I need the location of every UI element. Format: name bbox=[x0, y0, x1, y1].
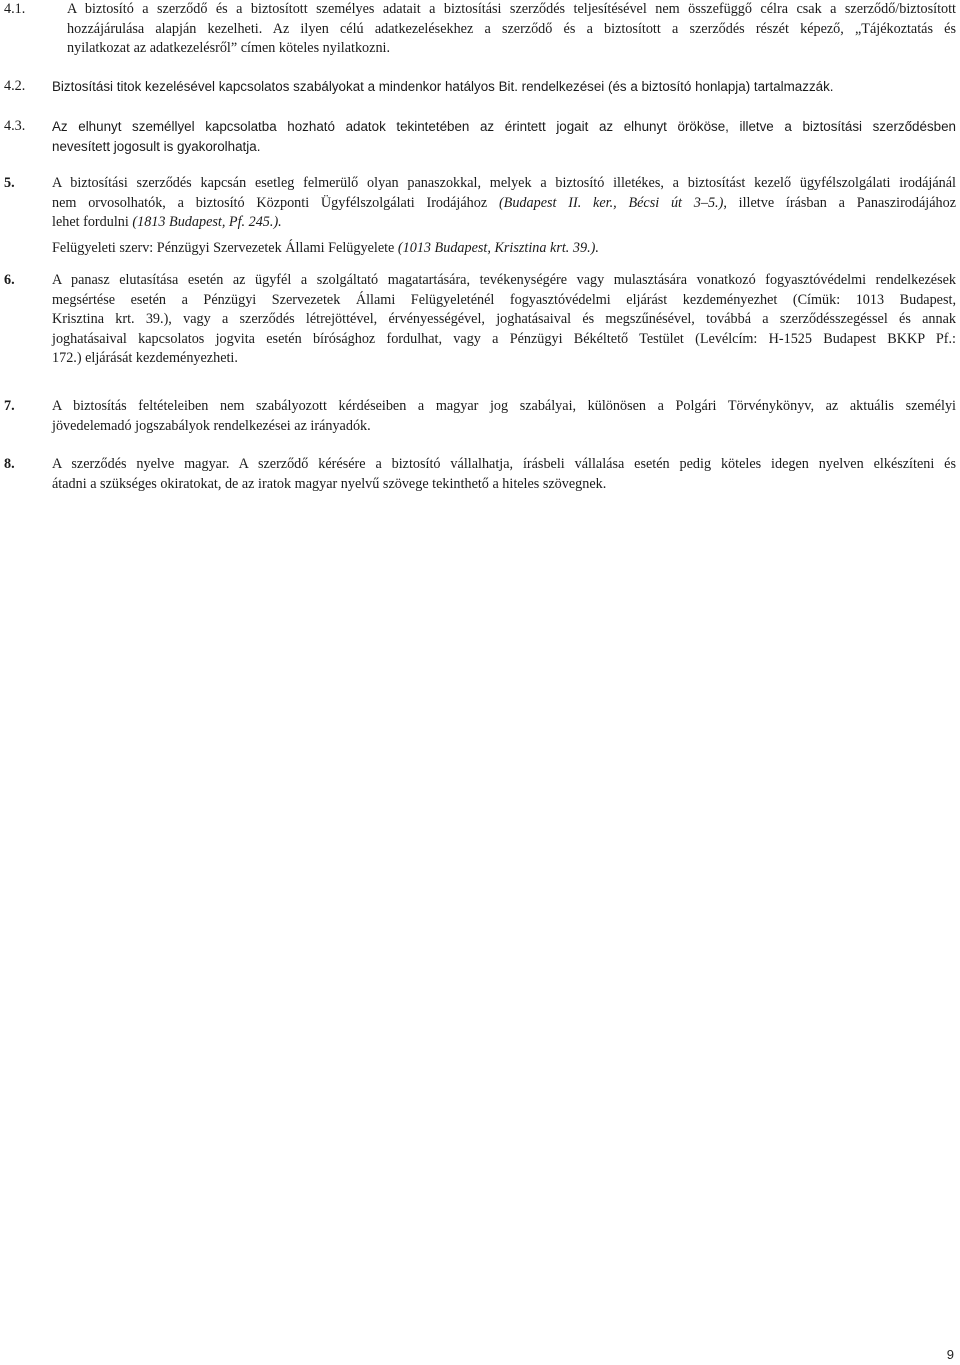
text-line: 172.) eljárását kezdeményezheti. bbox=[52, 350, 238, 366]
section-number: 8. bbox=[4, 456, 15, 472]
section-text bbox=[52, 271, 956, 369]
text-line: nyilatkozat az adatkezelésről” címen köteles nyilatkozni. bbox=[67, 40, 391, 56]
address-text: (1813 Budapest, Pf. 245.). bbox=[132, 214, 282, 230]
text-run: lehet fordulni bbox=[52, 214, 133, 230]
text-line: A biztosítási szerződés kapcsán esetleg felmerülő olyan panaszokkal, melyek a biztosító illetékes, a biztosítást kezelő ügyfélszolgálati irodájánál bbox=[52, 175, 956, 191]
section-number: 6. bbox=[4, 272, 15, 288]
text-line bbox=[52, 194, 956, 214]
section-text bbox=[52, 455, 956, 494]
section-number: 4.1. bbox=[4, 1, 26, 17]
section-number: 7. bbox=[4, 398, 15, 414]
text-run: , illetve írásban a Panaszirodájához bbox=[723, 194, 956, 211]
page-number: 9 bbox=[946, 1347, 954, 1362]
section-6 bbox=[4, 271, 956, 369]
section-number: 5. bbox=[4, 175, 15, 191]
text-line: nevesített jogosult is gyakorolhatja. bbox=[52, 138, 261, 154]
text-line: A biztosítás feltételeiben nem szabályozott kérdéseiben a magyar jog szabályai, különösen a Polgári Törvénykönyv, az aktuális személyi bbox=[52, 398, 956, 414]
text-line: megsértése esetén a Pénzügyi Szervezetek Állami Felügyeleténél fogyasztóvédelmi eljárást kezdeményezhet (Címük: 1013 Budapest, bbox=[52, 291, 956, 308]
section-4-1 bbox=[4, 0, 956, 59]
address-text: (1013 Budapest, Krisztina krt. 39.). bbox=[397, 239, 599, 256]
text-line: A szerződés nyelve magyar. A szerződő kérésére a biztosító vállalhatja, írásbeli vállalása esetén pedig köteles idegen nyelven elkészíteni és bbox=[52, 456, 956, 472]
text-line: joghatásaival kapcsolatos jogvita esetén bírósághoz fordulhat, vagy a Pénzügyi Békéltető Testület (Levélcím: H-1525 Budapest BKKP Pf.: bbox=[52, 330, 956, 347]
text-line: A panasz elutasítása esetén az ügyfél a szolgáltató magatartására, tevékenységére vagy mulasztására vonatkozó fogyasztóvédelmi rendelkezések bbox=[52, 272, 956, 288]
section-text bbox=[52, 117, 956, 156]
text-line bbox=[52, 213, 956, 233]
text-run: nem orvosolhatók, a biztosító Központi Ügyfélszolgálati Irodájához bbox=[52, 194, 499, 211]
section-text bbox=[52, 77, 956, 97]
text-line: hozzájárulása alapján kezelheti. Az ilyen célú adatkezelésekhez a szerződő és a biztosított a szerződés részét képező, „Tájékoztatás és bbox=[67, 20, 956, 37]
section-7 bbox=[4, 397, 956, 436]
section-text bbox=[52, 397, 956, 436]
section-text bbox=[52, 174, 956, 258]
text-line: Az elhunyt személlyel kapcsolatba hozható adatok tekintetében az érintett jogait az elhunyt örököse, illetve a biztosítási szerződésben bbox=[52, 119, 956, 134]
text-line: átadni a szükséges okiratokat, de az iratok magyar nyelvű szövege tekinthető a hiteles szövegnek. bbox=[52, 475, 607, 492]
section-8 bbox=[4, 455, 956, 494]
section-4-2 bbox=[4, 77, 956, 97]
section-number: 4.3. bbox=[4, 118, 26, 134]
section-number: 4.2. bbox=[4, 78, 26, 94]
section-4-3 bbox=[4, 117, 956, 156]
supervisor-line bbox=[52, 239, 956, 259]
text-line: Krisztina krt. 39.), vagy a szerződés létrejöttével, érvényességével, joghatásaival és megszűnésével, továbbá a szerződésszegéssel és annak bbox=[52, 311, 956, 327]
text-line: Biztosítási titok kezelésével kapcsolatos szabályokat a mindenkor hatályos Bit. rendelkezései (és a biztosító honlapja) tartalmazzák. bbox=[52, 79, 834, 94]
section-text bbox=[67, 0, 956, 59]
text-line: A biztosító a szerződő és a biztosított személyes adatait a biztosítási szerződés teljesítésével nem összefüggő célra csak a szerződő/biztosított bbox=[67, 1, 956, 17]
text-line: jövedelemadó jogszabályok rendelkezései az irányadók. bbox=[52, 417, 371, 434]
section-5 bbox=[4, 174, 956, 258]
text-run: Felügyeleti szerv: Pénzügyi Szervezetek Állami Felügyelete bbox=[52, 239, 398, 256]
address-text: (Budapest II. ker., Bécsi út 3–5.) bbox=[498, 194, 724, 211]
